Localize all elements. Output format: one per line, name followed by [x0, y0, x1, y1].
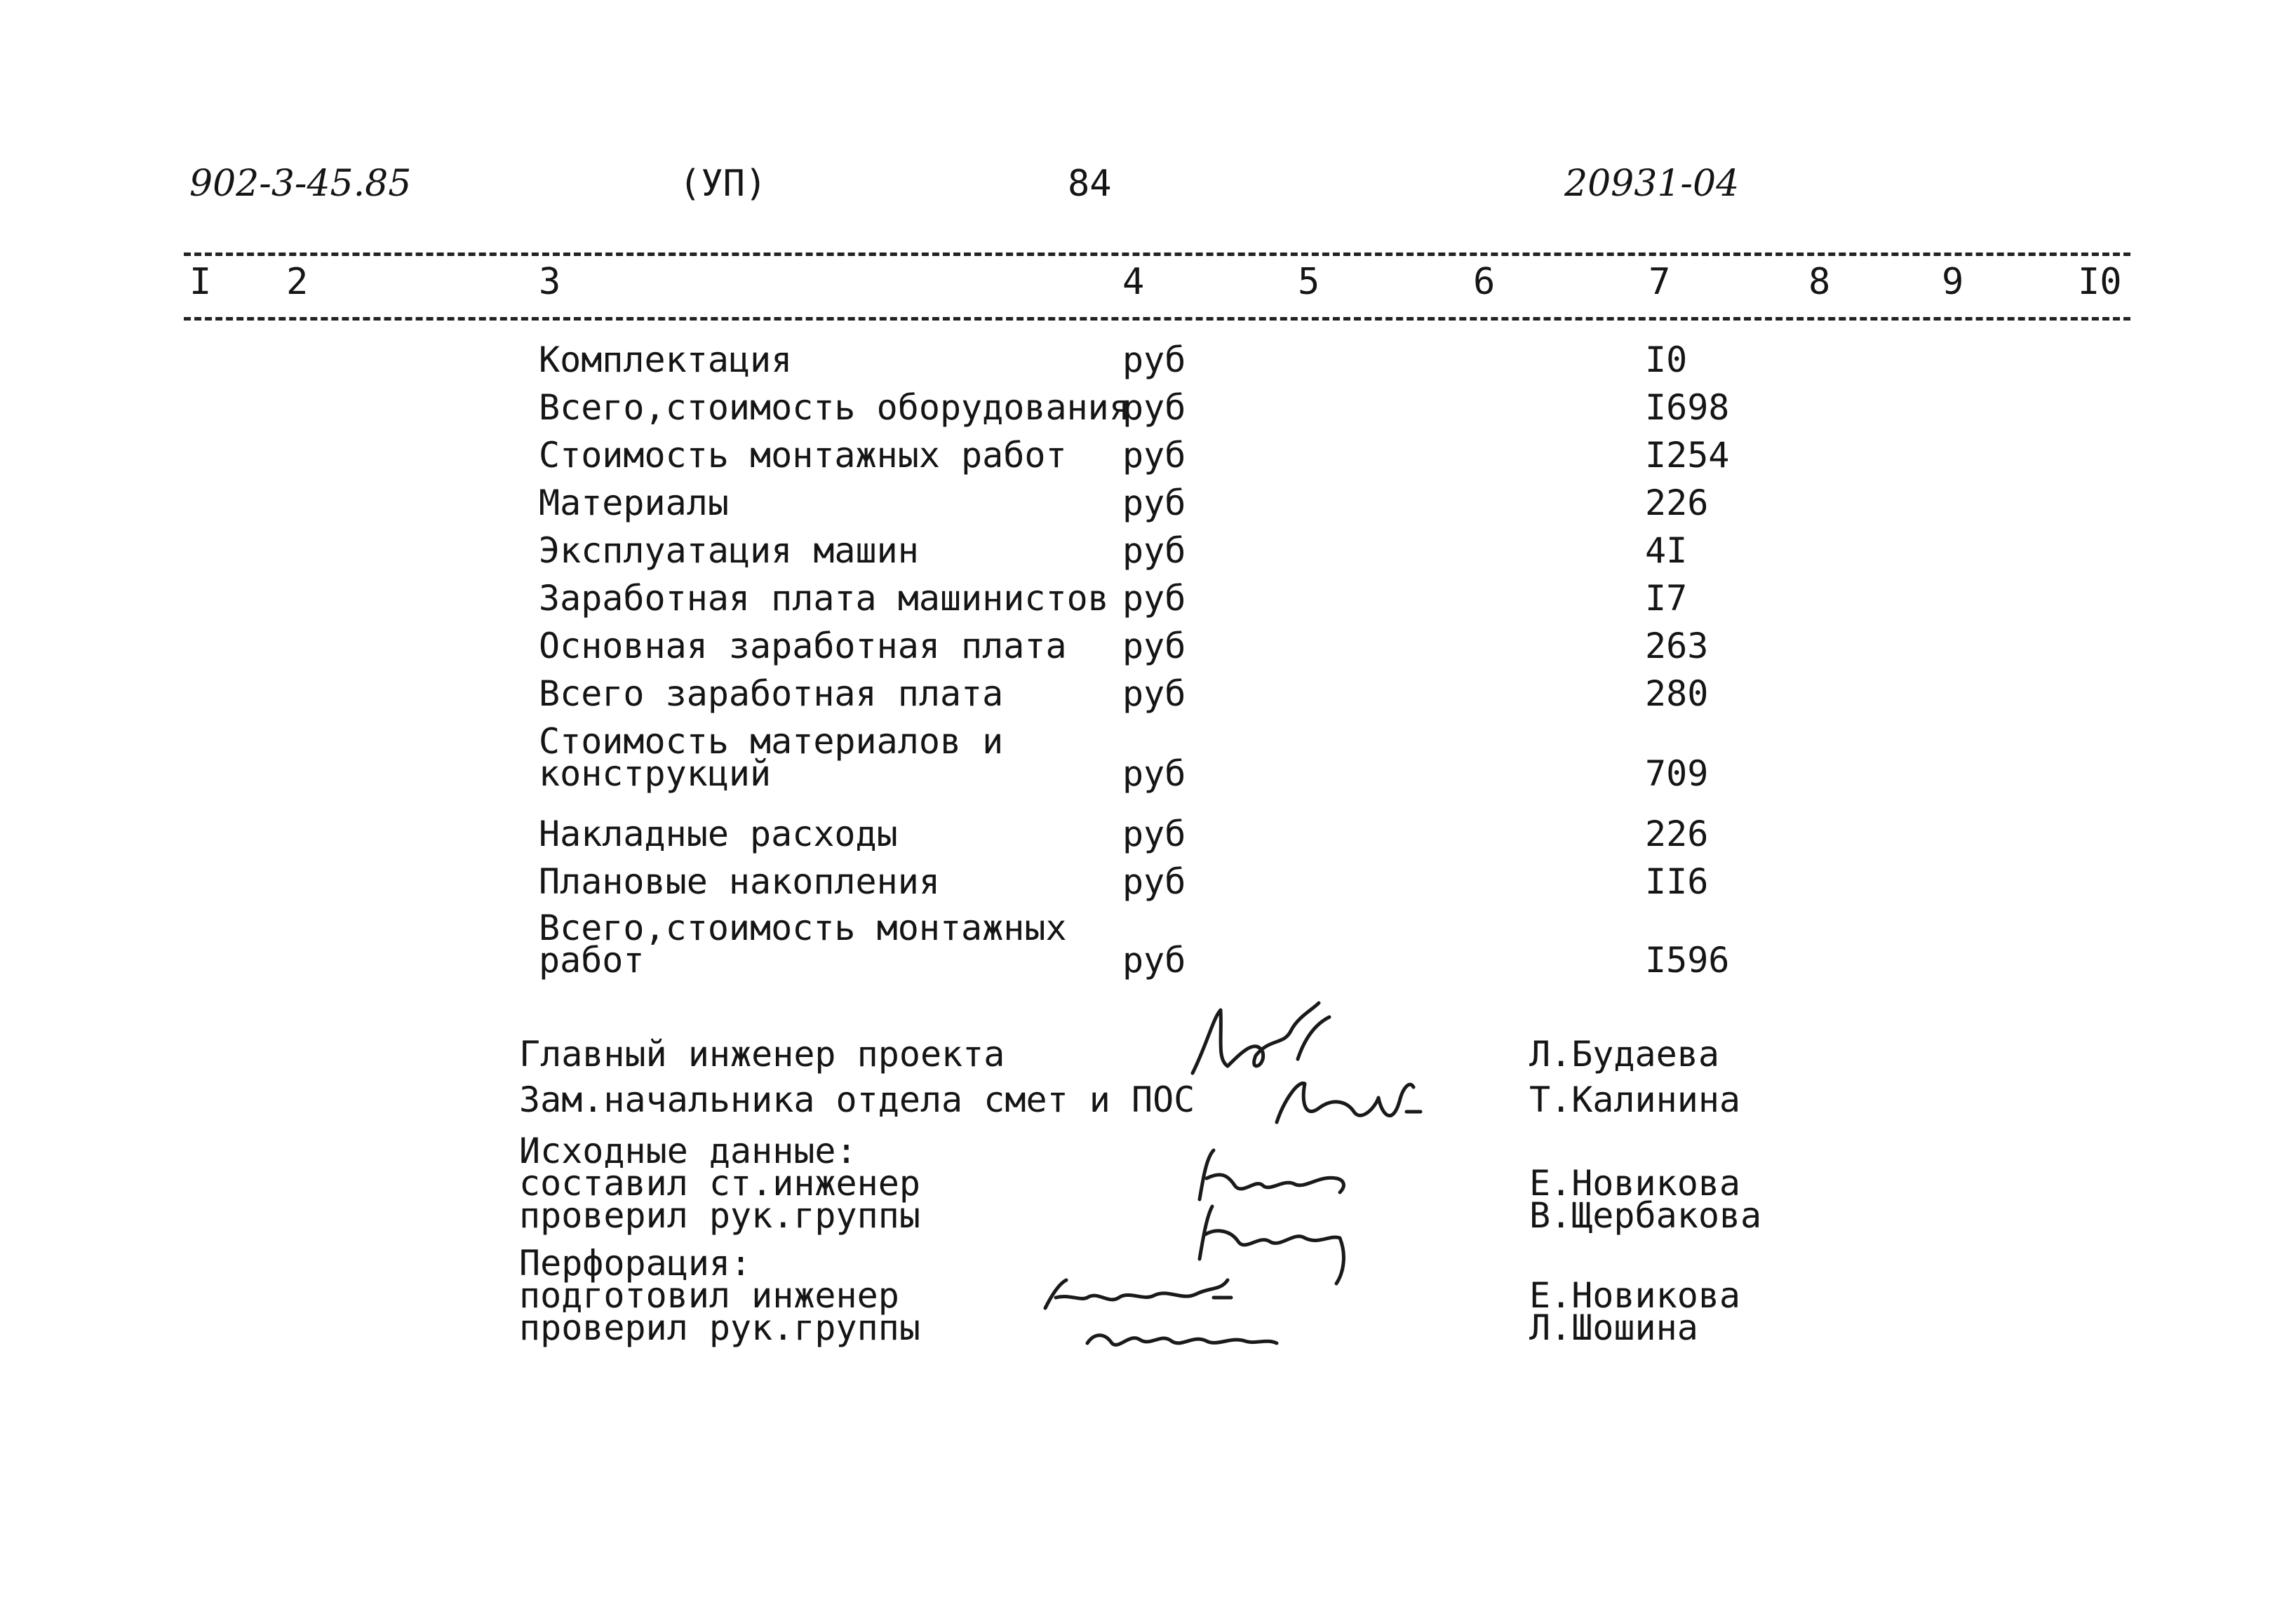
row-value: 263 — [1645, 626, 1709, 666]
row-unit: руб — [1122, 940, 1186, 981]
row-value: I596 — [1645, 940, 1730, 981]
signature-person: Е.Новикова В.Щербакова — [1529, 1163, 1762, 1236]
signature-role: Главный инженер проекта — [519, 1034, 1005, 1075]
page-number: 84 — [1068, 163, 1112, 205]
column-number: I0 — [2078, 261, 2122, 303]
row-name: Заработная плата машинистов — [539, 578, 1109, 619]
column-number: 6 — [1473, 261, 1496, 303]
column-header-top-rule — [184, 253, 2130, 256]
row-value: 226 — [1645, 483, 1709, 523]
row-unit: руб — [1122, 530, 1186, 571]
row-value: I7 — [1645, 578, 1688, 619]
row-unit: руб — [1122, 387, 1186, 428]
column-number: 8 — [1808, 261, 1831, 303]
signature-role: Исходные данные: составил ст.инженер проверил рук.группы — [519, 1131, 920, 1236]
signature-person: Е.Новикова Л.Шошина — [1529, 1275, 1741, 1348]
row-name: Стоимость монтажных работ — [539, 435, 1067, 476]
row-unit: руб — [1122, 435, 1186, 476]
inventory-number: 20931-04 — [1564, 163, 1740, 205]
row-value: 226 — [1645, 814, 1709, 854]
row-name: Эксплуатация машин — [539, 530, 919, 571]
signature-person: Т.Калинина — [1529, 1079, 1741, 1120]
row-value: 709 — [1645, 753, 1709, 794]
column-number: 3 — [539, 261, 561, 303]
column-number: 9 — [1942, 261, 1964, 303]
signature-kalinina — [1263, 1059, 1424, 1136]
row-unit: руб — [1122, 626, 1186, 666]
row-value: I0 — [1645, 339, 1688, 380]
row-name: Материалы — [539, 483, 729, 523]
document-code: 902-3-45.85 — [189, 163, 412, 205]
row-unit: руб — [1122, 753, 1186, 794]
row-name: Всего,стоимость монтажных работ — [539, 908, 1067, 981]
row-unit: руб — [1122, 861, 1186, 902]
column-number: I — [189, 261, 212, 303]
row-value: I698 — [1645, 387, 1730, 428]
column-number: 5 — [1298, 261, 1320, 303]
column-number: 7 — [1649, 261, 1671, 303]
column-number: 2 — [286, 261, 309, 303]
row-value: II6 — [1645, 861, 1709, 902]
row-name: Накладные расходы — [539, 814, 898, 854]
row-name: Комплектация — [539, 339, 793, 380]
row-name: Стоимость материалов и конструкций — [539, 721, 1004, 794]
document-mark: (УП) — [679, 163, 767, 205]
signature-shoshina — [1073, 1312, 1298, 1361]
row-unit: руб — [1122, 483, 1186, 523]
signature-role: Зам.начальника отдела смет и ПОС — [519, 1079, 1195, 1120]
row-value: I254 — [1645, 435, 1730, 476]
row-name: Плановые накопления — [539, 861, 940, 902]
row-unit: руб — [1122, 339, 1186, 380]
signature-role: Перфорация: подготовил инженер проверил рук.группы — [519, 1243, 920, 1348]
row-name: Основная заработная плата — [539, 626, 1067, 666]
signature-person: Л.Будаева — [1529, 1034, 1719, 1075]
column-header-bottom-rule — [184, 317, 2130, 321]
row-name: Всего заработная плата — [539, 673, 1004, 714]
row-unit: руб — [1122, 578, 1186, 619]
row-unit: руб — [1122, 673, 1186, 714]
row-name: Всего,стоимость оборудования — [539, 387, 1130, 428]
row-value: 280 — [1645, 673, 1709, 714]
column-number: 4 — [1122, 261, 1145, 303]
row-unit: руб — [1122, 814, 1186, 854]
row-value: 4I — [1645, 530, 1688, 571]
